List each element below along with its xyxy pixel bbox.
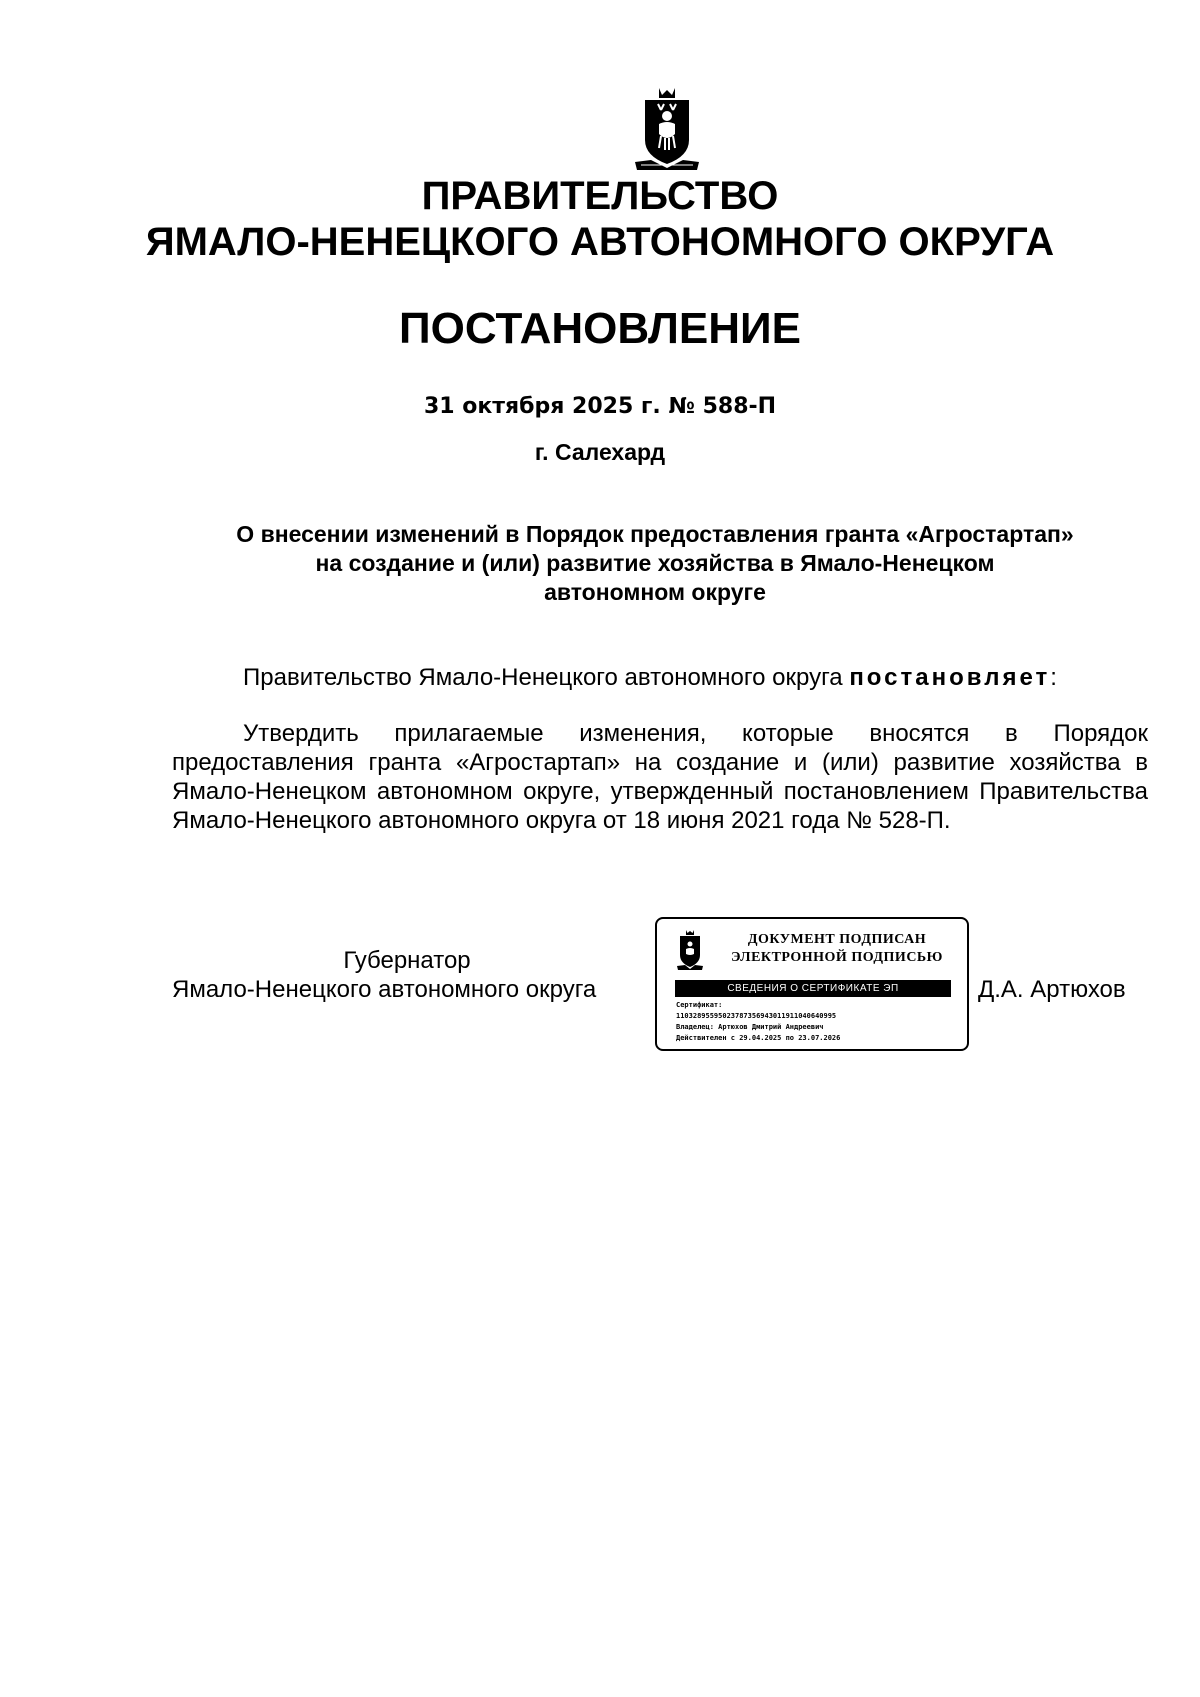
subject-line1: О внесении изменений в Порядок предоставления гранта «Агростартап» (236, 521, 1074, 547)
stamp-title (717, 931, 957, 967)
document-city: г. Салехард (534, 439, 666, 465)
resolution-verb: постановляет (849, 664, 1051, 691)
resolution-intro-end: : (1050, 664, 1057, 691)
stamp-owner: Владелец: Артюхов Дмитрий Андреевич (676, 1023, 824, 1031)
stamp-cert-value: 11032895595023787356943011911040640995 (676, 1012, 837, 1020)
stamp-title-line1: ДОКУМЕНТ ПОДПИСАН (747, 932, 927, 947)
stamp-cert-label: Сертификат: (676, 1001, 723, 1009)
government-title-line2: ЯМАЛО-НЕНЕЦКОГО АВТОНОМНОГО ОКРУГА (145, 220, 1055, 264)
document-subject (160, 520, 1150, 607)
subject-line2: на создание и (или) развитие хозяйства в Ямало-Ненецком (315, 550, 995, 576)
stamp-validity: Действителен с 29.04.2025 по 23.07.2026 (676, 1034, 841, 1042)
resolution-intro-text: Правительство Ямало-Ненецкого автономного округа (243, 664, 850, 691)
resolution-intro (172, 663, 1148, 692)
signatory-region: Ямало-Ненецкого автономного округа (172, 976, 597, 1003)
stamp-coat-of-arms-icon (675, 929, 705, 971)
coat-of-arms-icon (631, 86, 703, 172)
signatory-role: Губернатор (343, 947, 471, 974)
stamp-title-line2: ЭЛЕКТРОННОЙ ПОДПИСЬЮ (731, 950, 943, 965)
document-date-number: 31 октября 2025 г. № 588-П (423, 394, 777, 419)
signatory-name: Д.А. Артюхов (978, 976, 1126, 1003)
signatory-block (172, 946, 642, 1004)
government-title (100, 173, 1100, 265)
stamp-certificate-info (676, 1000, 956, 1044)
resolution-paragraph: Утвердить прилагаемые изменения, которые вносятся в Порядок предоставления гранта «Агростартап» на создание и (или) развитие хозяйства в Ямало-Ненецком автономном округе, утвержденный постановлением Правительства Ямало-Ненецкого автономного округа от 18 июня 2021 года № 528-П. (172, 720, 1148, 834)
electronic-signature-stamp (655, 917, 969, 1051)
government-title-line1: ПРАВИТЕЛЬСТВО (421, 174, 779, 218)
stamp-certificate-bar: СВЕДЕНИЯ О СЕРТИФИКАТЕ ЭП (675, 980, 951, 997)
document-type: ПОСТАНОВЛЕНИЕ (398, 304, 802, 353)
subject-line3: автономном округе (544, 579, 766, 605)
